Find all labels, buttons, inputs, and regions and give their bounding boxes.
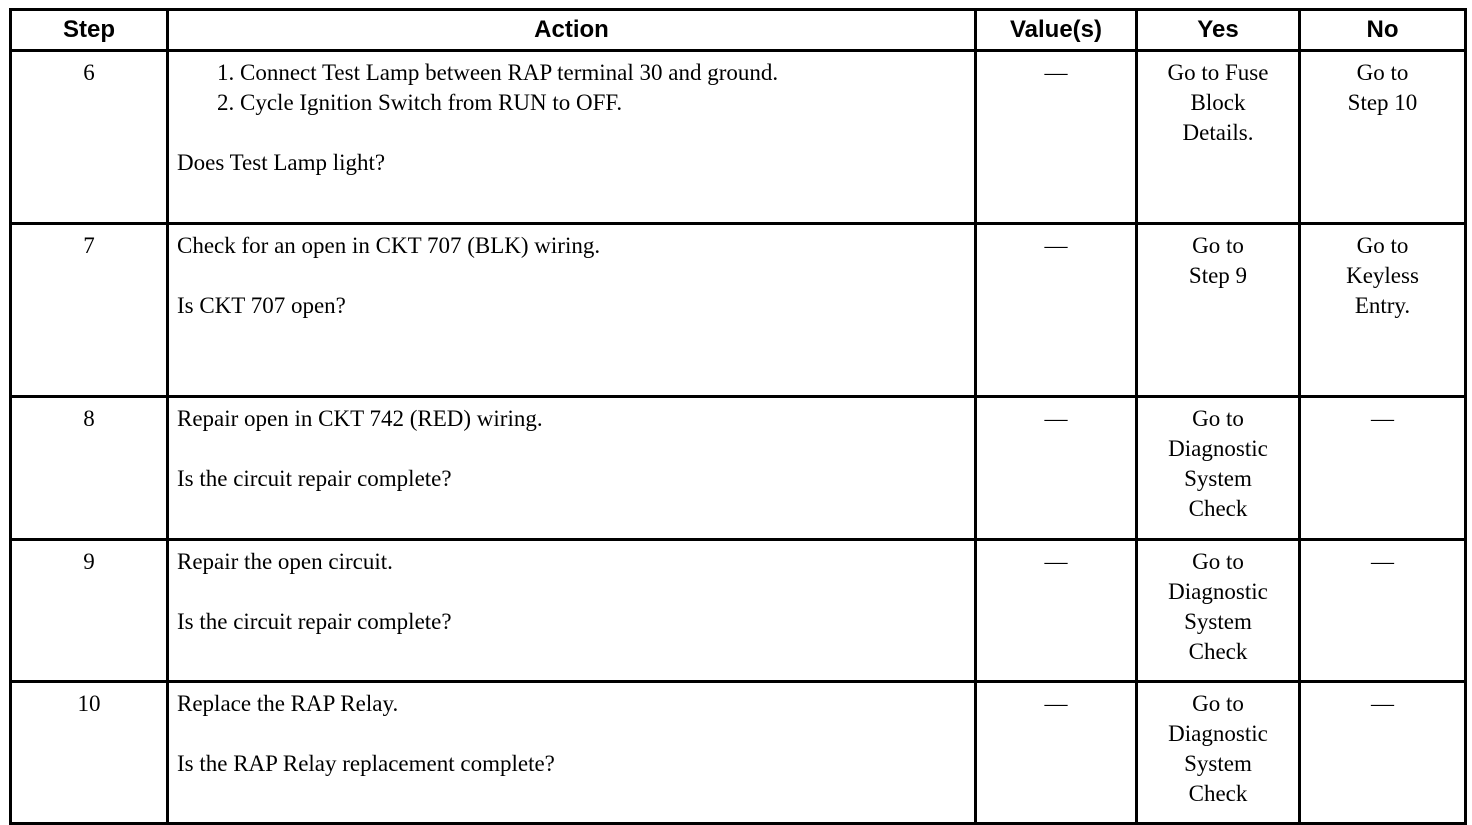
action-question: Is the RAP Relay replacement complete?	[177, 751, 555, 776]
action-list-item: 1. Connect Test Lamp between RAP terminal 30 and ground.	[217, 60, 779, 85]
action-question: Does Test Lamp light?	[177, 150, 386, 175]
yes-line: Diagnostic	[1168, 721, 1268, 746]
header-action: Action	[168, 10, 976, 51]
step-number: 10	[11, 682, 168, 824]
step-number: 7	[11, 224, 168, 397]
table-row	[11, 682, 1466, 824]
action-text: Check for an open in CKT 707 (BLK) wiring.	[177, 233, 601, 258]
action-question: Is the circuit repair complete?	[177, 609, 452, 634]
no-line: Keyless	[1346, 263, 1419, 288]
yes-line: Go to	[1192, 406, 1244, 431]
header-no: No	[1300, 10, 1466, 51]
value-cell: —	[976, 51, 1137, 224]
no-cell	[1300, 51, 1466, 224]
action-text: Replace the RAP Relay.	[177, 691, 399, 716]
header-yes: Yes	[1137, 10, 1300, 51]
yes-line: Block	[1190, 90, 1246, 115]
value-cell: —	[976, 682, 1137, 824]
table-row	[11, 397, 1466, 540]
step-number: 8	[11, 397, 168, 540]
step-number: 9	[11, 540, 168, 682]
value-cell: —	[976, 224, 1137, 397]
header-values: Value(s)	[976, 10, 1137, 51]
yes-line: System	[1184, 466, 1252, 491]
yes-line: Diagnostic	[1168, 436, 1268, 461]
yes-cell	[1137, 397, 1300, 540]
yes-line: System	[1184, 751, 1252, 776]
no-cell: —	[1300, 540, 1466, 682]
action-text: Repair the open circuit.	[177, 549, 393, 574]
yes-line: Go to Fuse	[1167, 60, 1269, 85]
action-question: Is the circuit repair complete?	[177, 466, 452, 491]
action-question: Is CKT 707 open?	[177, 293, 346, 318]
action-cell	[168, 51, 976, 224]
action-cell	[168, 540, 976, 682]
no-cell: —	[1300, 682, 1466, 824]
table-row	[11, 51, 1466, 224]
yes-cell	[1137, 682, 1300, 824]
yes-line: Details.	[1182, 120, 1254, 145]
yes-line: Check	[1188, 639, 1248, 664]
no-line: Go to	[1356, 60, 1409, 85]
no-cell	[1300, 224, 1466, 397]
action-cell	[168, 397, 976, 540]
yes-line: Go to	[1192, 691, 1244, 716]
action-list-item: 2. Cycle Ignition Switch from RUN to OFF.	[217, 90, 623, 115]
yes-cell	[1137, 540, 1300, 682]
table-row	[11, 224, 1466, 397]
no-line: Go to	[1356, 233, 1409, 258]
yes-line: Check	[1188, 496, 1248, 521]
step-number: 6	[11, 51, 168, 224]
yes-line: Check	[1188, 781, 1248, 806]
no-line: Entry.	[1354, 293, 1411, 318]
action-text: Repair open in CKT 742 (RED) wiring.	[177, 406, 543, 431]
diagnostic-table	[9, 8, 1467, 825]
yes-line: Go to	[1192, 549, 1244, 574]
table-row	[11, 540, 1466, 682]
yes-cell	[1137, 224, 1300, 397]
yes-line: Go to	[1192, 233, 1244, 258]
value-cell: —	[976, 540, 1137, 682]
action-cell	[168, 224, 976, 397]
yes-line: Diagnostic	[1168, 579, 1268, 604]
yes-cell	[1137, 51, 1300, 224]
yes-line: Step 9	[1188, 263, 1248, 288]
no-cell: —	[1300, 397, 1466, 540]
header-row	[11, 10, 1466, 51]
header-step: Step	[11, 10, 168, 51]
no-line: Step 10	[1347, 90, 1418, 115]
value-cell: —	[976, 397, 1137, 540]
yes-line: System	[1184, 609, 1252, 634]
action-cell	[168, 682, 976, 824]
